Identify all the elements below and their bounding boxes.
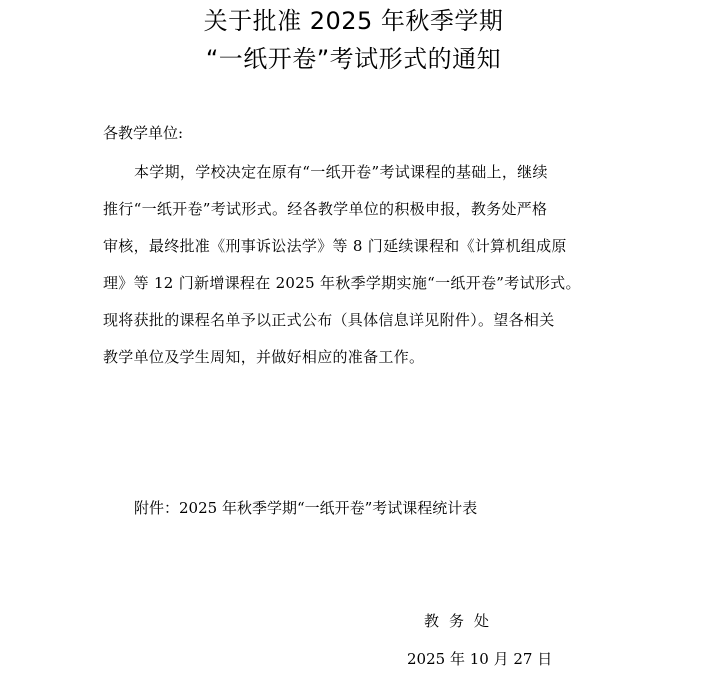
salutation: 各教学单位:	[103, 124, 184, 142]
document-title-line-2: “一纸开卷”考试形式的通知	[205, 45, 502, 73]
body-line-5: 现将获批的课程名单予以正式公布（具体信息详见附件）。望各相关	[103, 311, 555, 329]
body-line-4: 理》等 12 门新增课程在 2025 年秋季学期实施“一纸开卷”考试形式。	[103, 274, 581, 292]
issue-date: 2025 年 10 月 27 日	[407, 650, 553, 668]
body-line-6: 教学单位及学生周知，并做好相应的准备工作。	[103, 348, 425, 366]
issuer-office: 教务处	[424, 612, 500, 630]
attachment-reference: 附件：2025 年秋季学期“一纸开卷”考试课程统计表	[134, 499, 478, 517]
body-line-2: 推行“一纸开卷”考试形式。经各教学单位的积极申报，教务处严格	[103, 200, 548, 218]
body-line-1: 本学期，学校决定在原有“一纸开卷”考试课程的基础上，继续	[134, 163, 548, 181]
body-line-3: 审核，最终批准《刑事诉讼法学》等 8 门延续课程和《计算机组成原	[103, 237, 567, 255]
document-title-line-1: 关于批准 2025 年秋季学期	[203, 7, 504, 35]
